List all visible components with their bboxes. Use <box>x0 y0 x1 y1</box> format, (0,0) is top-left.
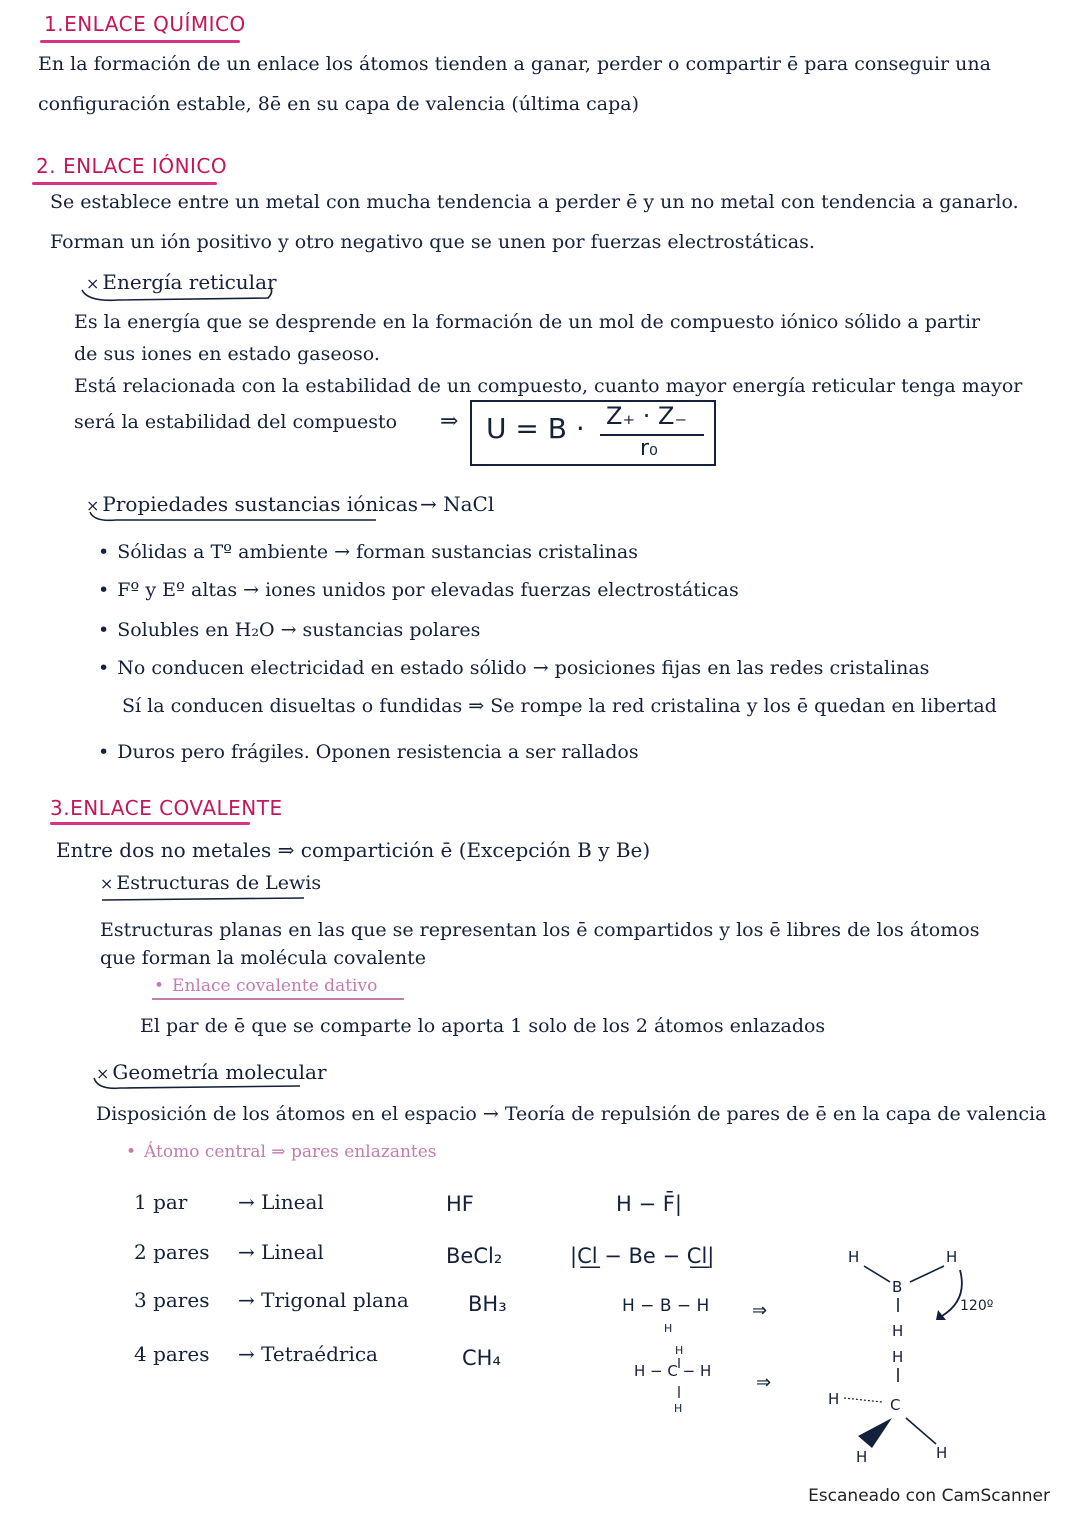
svg-text:H: H <box>892 1322 904 1340</box>
svg-text:H: H <box>946 1248 958 1266</box>
lewis-line-1: Estructuras planas en las que se representan los ē compartidos y los ē libres de los átomos <box>100 919 980 941</box>
section-2-title: 2. ENLACE IÓNICO <box>36 154 228 178</box>
property-item-6: • Duros pero frágiles. Oponen resistencia a ser rallados <box>98 740 639 764</box>
s2-paragraph-line-1: Se establece entre un metal con mucha tendencia a perder ē y un no metal con tendencia a ganarlo. <box>50 191 1019 213</box>
lewis-small-marks <box>640 1320 720 1420</box>
energy-line-4: será la estabilidad del compuesto <box>74 411 398 433</box>
svg-text:H: H <box>892 1348 904 1366</box>
molecular-geometry-sketch <box>810 1240 1030 1470</box>
property-item-5: Sí la conducen disueltas o fundidas ⇒ Se rompe la red cristalina y los ē quedan en libertad <box>122 695 997 717</box>
svg-text:C: C <box>890 1396 901 1414</box>
dative-heading-underline <box>152 998 404 1000</box>
geo-row-4-lewis: H − C − H <box>634 1362 712 1380</box>
svg-text:H: H <box>856 1448 868 1466</box>
lewis-heading-underline <box>100 890 310 904</box>
geo-row-1-pairs: 1 par <box>134 1190 188 1214</box>
svg-text:H: H <box>664 1322 673 1335</box>
geo-row-3-formula: BH₃ <box>468 1292 507 1316</box>
geometry-heading-underline <box>90 1076 310 1094</box>
svg-text:H: H <box>936 1444 948 1462</box>
s2-paragraph-line-2: Forman un ión positivo y otro negativo que se unen por fuerzas electrostáticas. <box>50 231 815 253</box>
formula-left: U = B · <box>486 412 585 445</box>
geo-row-3-pairs: 3 pares <box>134 1288 210 1312</box>
s1-paragraph-line-2: configuración estable, 8ē en su capa de valencia (última capa) <box>38 93 640 115</box>
section-2-underline <box>32 182 217 185</box>
formula-numerator: Z₊ · Z₋ <box>606 402 688 430</box>
lewis-heading: × Estructuras de Lewis <box>100 872 322 894</box>
property-item-3: • Solubles en H₂O → sustancias polares <box>98 618 480 642</box>
s3-paragraph-line-1: Entre dos no metales ⇒ compartición ē (Excepción B y Be) <box>56 838 651 862</box>
geo-row-1-formula: HF <box>446 1192 474 1216</box>
svg-text:H: H <box>848 1248 860 1266</box>
geo-row-2-formula: BeCl₂ <box>446 1244 503 1268</box>
geo-row-2-lewis: |C̲l̲ − Be − C̲l̲| <box>570 1244 715 1268</box>
property-item-1: • Sólidas a Tº ambiente → forman sustancias cristalinas <box>98 540 638 564</box>
property-item-4: • No conducen electricidad en estado sólido → posiciones fijas en las redes cristalinas <box>98 656 929 680</box>
svg-text:H: H <box>828 1390 840 1408</box>
energy-line-2: de sus iones en estado gaseoso. <box>74 343 380 365</box>
ch4-implies-arrow: ⇒ <box>756 1372 772 1393</box>
geo-row-1-lewis: H − F̄| <box>616 1192 682 1216</box>
section-3-title: 3.ENLACE COVALENTE <box>50 796 283 820</box>
lewis-line-2: que forman la molécula covalente <box>100 947 426 969</box>
bond-angle-label: 120º <box>960 1298 994 1314</box>
dative-bond-text: El par de ē que se comparte lo aporta 1 solo de los 2 átomos enlazados <box>140 1015 826 1037</box>
geometry-heading: × Geometría molecular <box>96 1060 327 1084</box>
section-1-underline <box>40 40 240 43</box>
geometry-line-1: Disposición de los átomos en el espacio → Teoría de repulsión de pares de ē en la capa de valencia <box>96 1103 1047 1125</box>
properties-example: → NaCl <box>420 492 495 516</box>
geo-row-2-pairs: 2 pares <box>134 1240 210 1264</box>
section-1-title: 1.ENLACE QUÍMICO <box>44 12 246 36</box>
geo-row-4-formula: CH₄ <box>462 1346 501 1370</box>
energy-implies-arrow: ⇒ <box>440 409 459 434</box>
central-atom-note: • Átomo central ⇒ pares enlazantes <box>126 1140 437 1164</box>
s1-paragraph-line-1: En la formación de un enlace los átomos tienden a ganar, perder o compartir ē para conseguir una <box>38 53 991 75</box>
energy-line-3: Está relacionada con la estabilidad de un compuesto, cuanto mayor energía reticular tenga mayor <box>74 375 1023 397</box>
properties-heading-underline <box>86 510 386 526</box>
geo-row-3-shape: → Trigonal plana <box>238 1288 409 1312</box>
geo-row-4-shape: → Tetraédrica <box>238 1342 378 1366</box>
section-3-underline <box>50 822 250 825</box>
energy-heading-underline <box>78 286 278 306</box>
property-item-2: • Fº y Eº altas → iones unidos por elevadas fuerzas electrostáticas <box>98 578 739 602</box>
svg-text:H: H <box>674 1402 683 1415</box>
geo-row-3-lewis: H − B − H <box>622 1296 710 1316</box>
svg-text:H: H <box>675 1344 684 1357</box>
dative-bond-heading: • Enlace covalente dativo <box>154 974 377 998</box>
geo-row-1-shape: → Lineal <box>238 1190 324 1214</box>
geo-row-4-pairs: 4 pares <box>134 1342 210 1366</box>
energy-reticular-heading: × Energía reticular <box>86 270 277 294</box>
scanner-watermark: Escaneado con CamScanner <box>808 1486 1050 1506</box>
energy-line-1: Es la energía que se desprende en la formación de un mol de compuesto iónico sólido a partir <box>74 311 981 333</box>
svg-text:B: B <box>892 1278 903 1296</box>
bh3-implies-arrow: ⇒ <box>752 1300 768 1321</box>
formula-denominator: r₀ <box>640 436 658 461</box>
ionic-properties-heading: × Propiedades sustancias iónicas <box>86 492 418 516</box>
geo-row-2-shape: → Lineal <box>238 1240 324 1264</box>
